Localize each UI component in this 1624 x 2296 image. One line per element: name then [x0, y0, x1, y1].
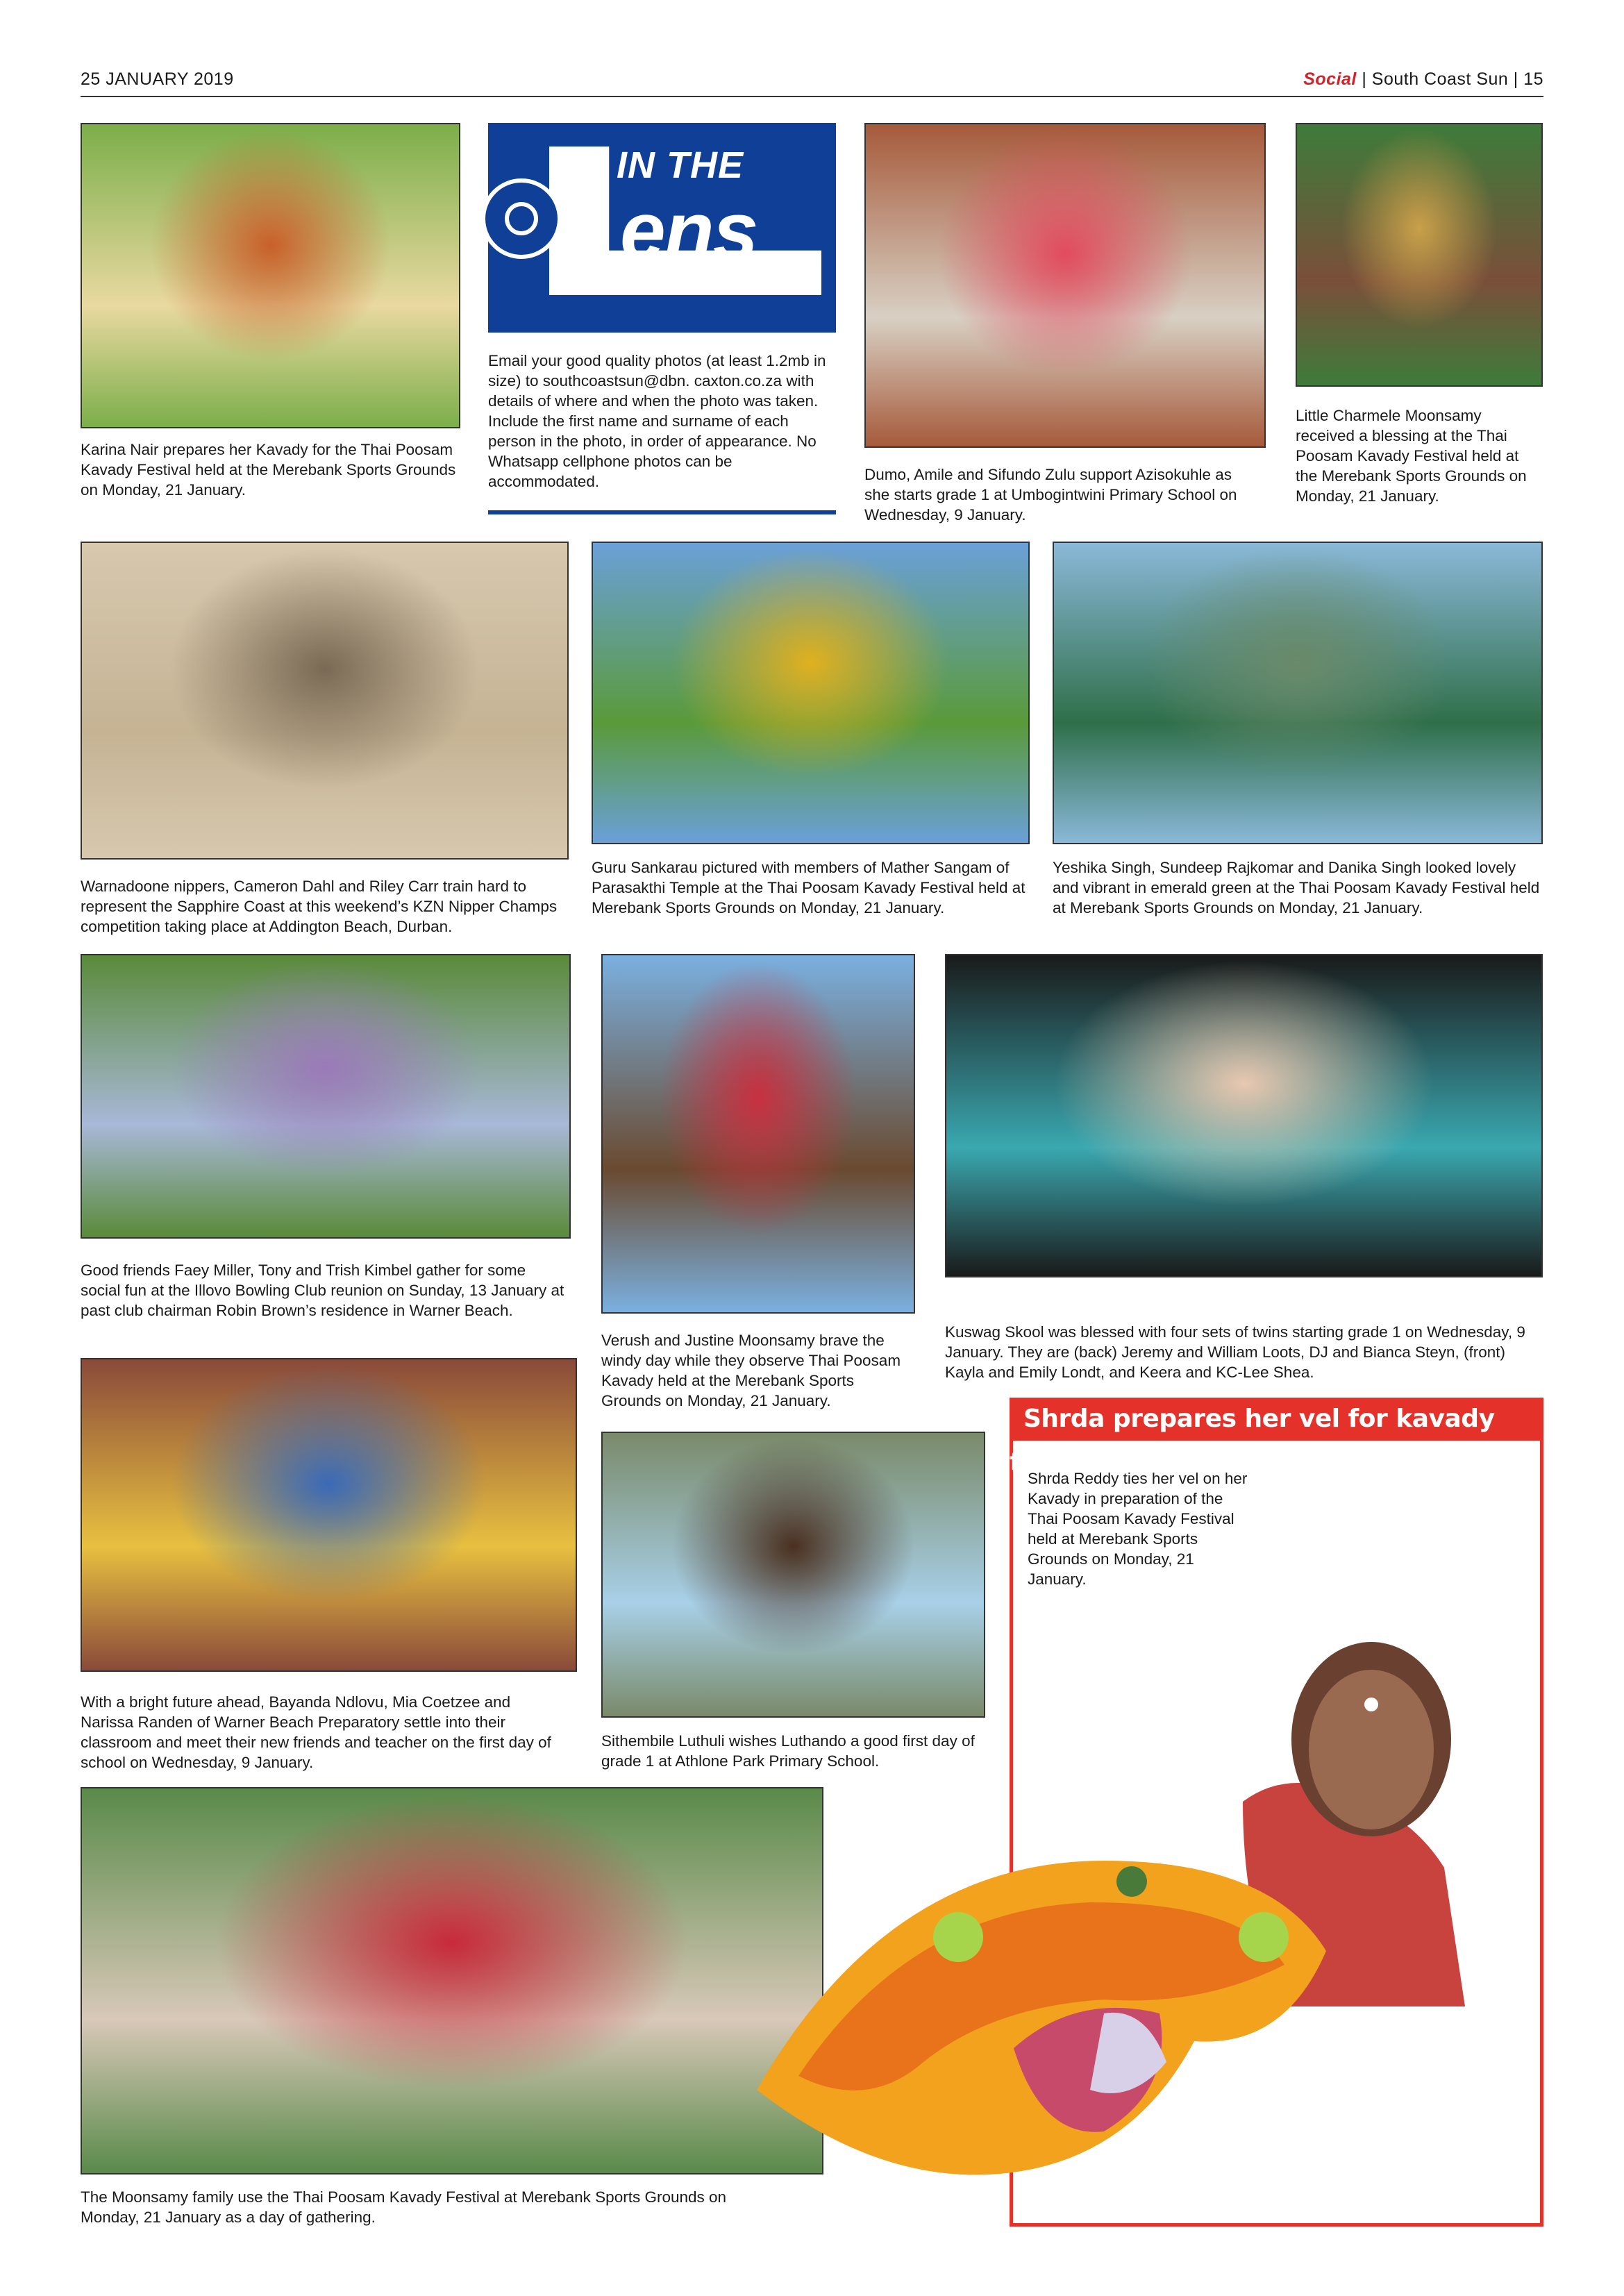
photo-kuswag-twins	[945, 954, 1543, 1277]
caption-zulu-family: Dumo, Amile and Sifundo Zulu support Azisokuhle as she starts grade 1 at Umbogintwini Primary School on Wednesday, 9 January.	[864, 466, 1237, 523]
paper-name: South Coast Sun	[1371, 69, 1509, 89]
photo-karina-nair	[81, 123, 460, 428]
issue-date: 25 JANUARY 2019	[81, 69, 234, 89]
photo-shrda-reddy-kavady	[715, 1562, 1541, 2223]
photo-emerald-green	[1053, 542, 1543, 844]
in-the-lens-logo	[488, 123, 836, 333]
caption-luthando: Sithembile Luthuli wishes Luthando a good first day of grade 1 at Athlone Park Primary School.	[601, 1732, 975, 1770]
lens-rule	[488, 510, 836, 514]
caption-nippers: Warnadoone nippers, Cameron Dahl and Riley Carr train hard to represent the Sapphire Coast at this weekend’s KZN Nipper Champs competition taking place at Addington Beach, Durban.	[81, 878, 558, 935]
header-separator: |	[1508, 69, 1524, 89]
caption-verush-justine: Verush and Justine Moonsamy brave the windy day while they observe Thai Poosam Kavady held at the Merebank Sports Grounds on Monday, 21 January.	[601, 1332, 901, 1409]
caption-emerald-green: Yeshika Singh, Sundeep Rajkomar and Danika Singh looked lovely and vibrant in emerald green at the Thai Poosam Kavady Festival held at Merebank Sports Grounds on Monday, 21 January.	[1053, 859, 1540, 916]
photo-charmele-moonsamy	[1296, 123, 1543, 387]
page-header-right	[1303, 69, 1543, 90]
caption-karina-nair: Karina Nair prepares her Kavady for the Thai Poosam Kavady Festival held at the Merebank Sports Grounds on Monday, 21 January.	[81, 441, 456, 498]
photo-verush-justine	[601, 954, 915, 1314]
photo-moonsamy-family	[81, 1787, 823, 2175]
photo-mather-sangam	[592, 542, 1030, 844]
photo-grade-one	[81, 1358, 577, 1672]
caption-grade-one: With a bright future ahead, Bayanda Ndlovu, Mia Coetzee and Narissa Randen of Warner Beach Preparatory settle into their classroom and meet their new friends and teacher on the first day of school on Wednesday, 9 January.	[81, 1693, 551, 1771]
header-separator: |	[1356, 69, 1372, 89]
caption-moonsamy-family: The Moonsamy family use the Thai Poosam Kavady Festival at Merebank Sports Grounds on Monday, 21 January as a day of gathering.	[81, 2188, 727, 2226]
caption-bowling-club: Good friends Faey Miller, Tony and Trish Kimbel gather for some social fun at the Illovo Bowling Club reunion on Sunday, 13 January at past club chairman Robin Brown’s residence in Warner Beach.	[81, 1262, 564, 1319]
photo-nippers	[81, 542, 569, 860]
page-number: 15	[1523, 69, 1543, 89]
feature-headline: Shrda prepares her vel for kavady festivities	[1010, 1398, 1543, 1441]
section-name: Social	[1303, 69, 1357, 89]
photo-zulu-family	[864, 123, 1266, 448]
camera-shutter-icon	[481, 178, 562, 259]
header-rule	[81, 96, 1543, 97]
caption-kuswag-twins: Kuswag Skool was blessed with four sets of twins starting grade 1 on Wednesday, 9 January. They are (back) Jeremy and William Loots, DJ and Bianca Steyn, (front) Kayla and Emily Londt, and Keera and KC-Lee Shea.	[945, 1323, 1525, 1381]
lens-logo-line1: IN THE	[617, 144, 744, 186]
photo-bowling-club	[81, 954, 571, 1239]
lens-intro: Email your good quality photos (at least 1.2mb in size) to southcoastsun@dbn. caxton.co.za with details of where and when the photo was taken. Include the first name and surname of each person in the photo, in order of appearance. No Whatsapp cellphone photos can be accommodated.	[488, 352, 826, 490]
caption-charmele-moonsamy: Little Charmele Moonsamy received a blessing at the Thai Poosam Kavady Festival held at the Merebank Sports Grounds on Monday, 21 January.	[1296, 407, 1527, 505]
lens-logo-line2: ens	[620, 185, 757, 277]
feature-caption: Shrda Reddy ties her vel on her Kavady in preparation of the Thai Poosam Kavady Festival held at Merebank Sports Grounds on Monday, 21 January.	[1028, 1470, 1248, 1588]
caption-mather-sangam: Guru Sankarau pictured with members of Mather Sangam of Parasakthi Temple at the Thai Poosam Kavady Festival held at Merebank Sports Grounds on Monday, 21 January.	[592, 859, 1026, 916]
